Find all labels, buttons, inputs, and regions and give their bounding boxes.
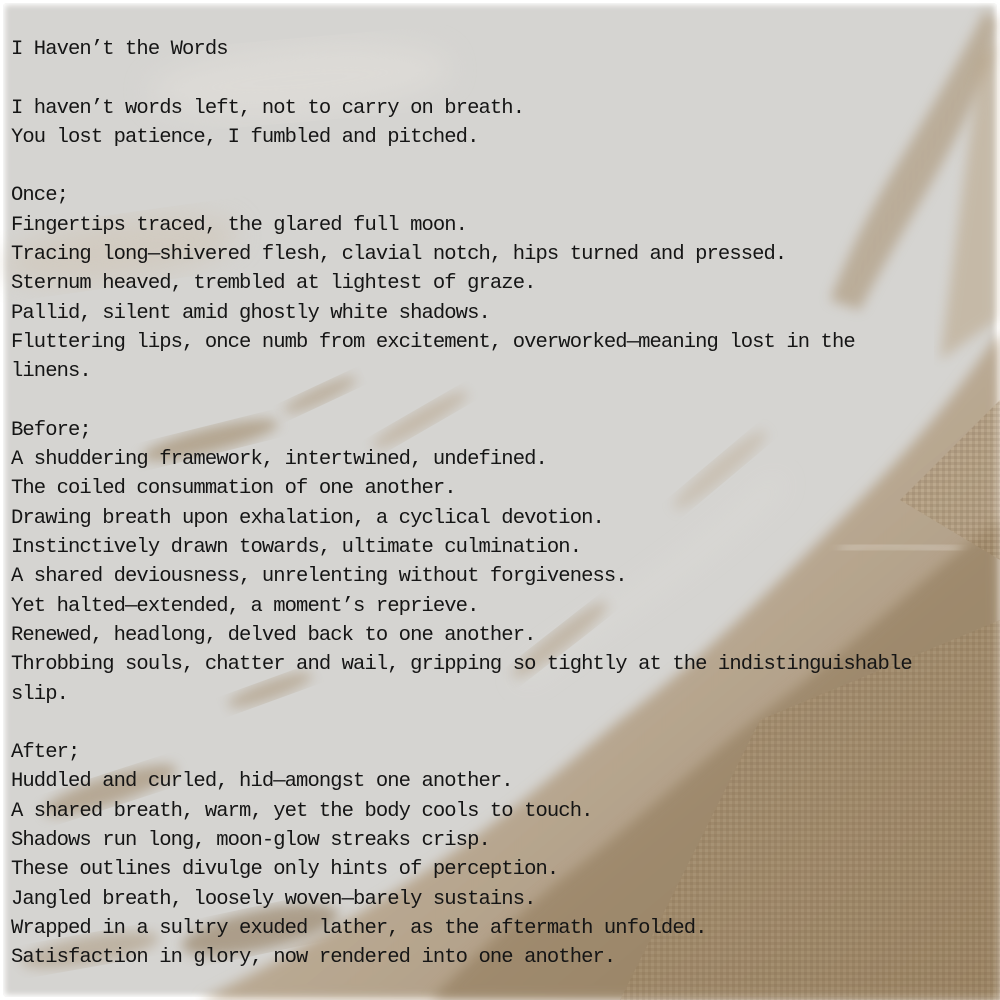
poem-line: Renewed, headlong, delved back to one another. (11, 623, 536, 647)
poem-line: Sternum heaved, trembled at lightest of graze. (11, 272, 536, 296)
poem-line: Yet halted—extended, a moment’s reprieve. (11, 594, 479, 618)
poem-line: The coiled consummation of one another. (11, 477, 456, 501)
poem-line: Fluttering lips, once numb from excitement, overworked—meaning lost in the (11, 330, 855, 354)
poem-line: Pallid, silent amid ghostly white shadows. (11, 301, 490, 325)
poem-line: Drawing breath upon exhalation, a cyclical devotion. (11, 506, 604, 530)
stanza-gap (11, 152, 991, 181)
poem-line: A shared breath, warm, yet the body cools to touch. (11, 799, 593, 823)
poem-line: Wrapped in a sultry exuded lather, as the aftermath unfolded. (11, 916, 707, 940)
poem-line: linens. (11, 360, 91, 384)
poem-line: Shadows run long, moon-glow streaks crisp. (11, 829, 490, 853)
stanza-gap (11, 387, 991, 416)
poem-line: These outlines divulge only hints of perception. (11, 858, 559, 882)
poem-line: You lost patience, I fumbled and pitched. (11, 125, 479, 149)
stanza-heading-after: After; (11, 741, 80, 765)
poem-line: Tracing long—shivered flesh, clavial notch, hips turned and pressed. (11, 243, 787, 267)
poem-text (11, 35, 991, 973)
poem-line: I haven’t words left, not to carry on breath. (11, 96, 525, 120)
poem-line: Instinctively drawn towards, ultimate culmination. (11, 536, 582, 560)
stanza-heading-once: Once; (11, 184, 69, 208)
stanza-heading-before: Before; (11, 418, 91, 442)
poem-line: Throbbing souls, chatter and wail, gripping so tightly at the indistinguishable (11, 653, 912, 677)
poem-line: A shared deviousness, unrelenting without forgiveness. (11, 565, 627, 589)
poem-line: Huddled and curled, hid—amongst one another. (11, 770, 513, 794)
stanza-gap (11, 64, 991, 93)
poem-line: Satisfaction in glory, now rendered into one another. (11, 946, 616, 970)
poem-line: A shuddering framework, intertwined, undefined. (11, 448, 547, 472)
poem-title: I Haven’t the Words (11, 38, 228, 61)
poem-line: Jangled breath, loosely woven—barely sustains. (11, 887, 536, 911)
poem-line: slip. (11, 682, 69, 706)
poem-line: Fingertips traced, the glared full moon. (11, 213, 468, 237)
stanza-gap (11, 709, 991, 738)
